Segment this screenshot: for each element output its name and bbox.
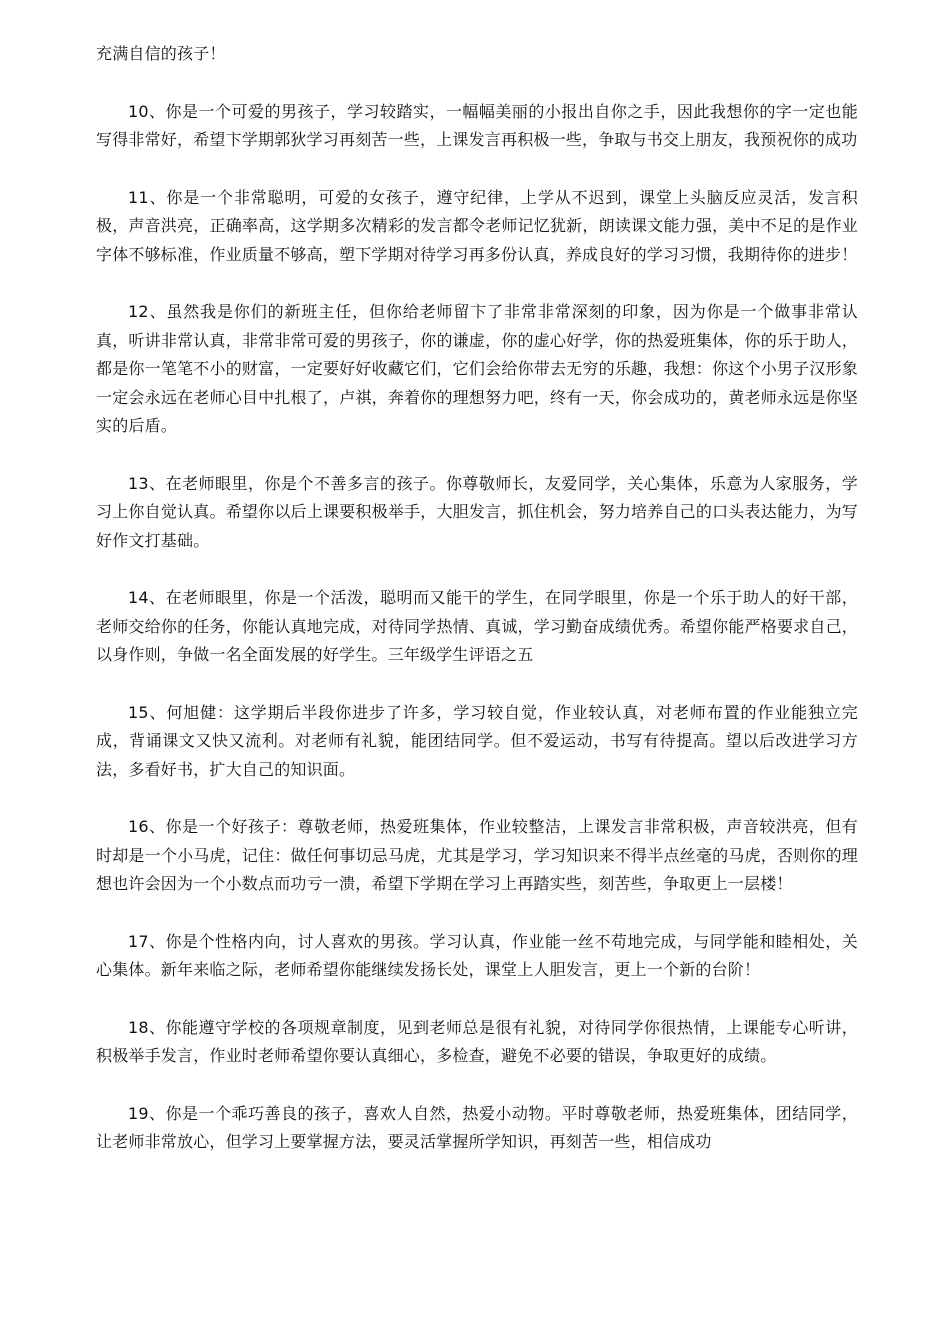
document-page <box>96 40 858 1157</box>
paragraph-comment-11: 11、你是一个非常聪明，可爱的女孩子，遵守纪律，上学从不迟到，课堂上头脑反应灵活，发言积极，声音洪亮，正确率高，这学期多次精彩的发言都令老师记忆犹新，朗读课文能力强，美中不足的是作业字体不够标准，作业质量不够高，塑下学期对待学习再多份认真，养成良好的学习习惯，我期待你的进步！ <box>96 187 858 264</box>
paragraph-comment-12: 12、虽然我是你们的新班主任，但你给老师留卞了非常非常深刻的印象，因为你是一个做事非常认真，听讲非常认真，非常非常可爱的男孩子，你的谦虚，你的虚心好学，你的热爱班集体，你的乐于助人，都是你一笔笔不小的财富，一定要好好收藏它们，它们会给你带去无穷的乐趣，我想：你这个小男子汉形象一定会永远在老师心目中扎根了，卢祺，奔着你的理想努力吧，终有一天，你会成功的，黄老师永远是你坚实的后盾。 <box>96 302 858 435</box>
paragraph-comment-19: 19、你是一个乖巧善良的孩子，喜欢人自然，热爱小动物。平时尊敬老师，热爱班集体，团结同学，让老师非常放心，但学习上要掌握方法，要灵活掌握所学知识，再刻苦一些，相信成功 <box>96 1103 858 1151</box>
paragraph-comment-16: 16、你是一个好孩子：尊敬老师，热爱班集体，作业较整洁，上课发言非常积极，声音较洪亮，但有时却是一个小马虎，记住：做任何事切忌马虎，尤其是学习，学习知识来不得半点丝毫的马虎，否则你的理想也许会因为一个小数点而功亏一溃，希望下学期在学习上再踏实些，刻苦些，争取更上一层楼！ <box>96 817 858 893</box>
paragraph-comment-15: 15、何旭健：这学期后半段你进步了许多，学习较自觉，作业较认真，对老师布置的作业能独立完成，背诵课文又快又流利。对老师有礼貌，能团结同学。但不爱运动，书写有待提高。望以后改进学习方法，多看好书，扩大自己的知识面。 <box>96 702 858 779</box>
paragraph-comment-18: 18、你能遵守学校的各项规章制度，见到老师总是很有礼貌，对待同学你很热情，上课能专心听讲，积极举手发言，作业时老师希望你要认真细心，多检查，避免不必要的错误，争取更好的成绩。 <box>96 1017 858 1065</box>
paragraph-comment-17: 17、你是个性格内向，讨人喜欢的男孩。学习认真，作业能一丝不苟地完成，与同学能和睦相处，关心集体。新年来临之际，老师希望你能继续发扬长处，课堂上人胆发言，更上一个新的台阶！ <box>96 931 858 979</box>
paragraph-comment-14: 14、在老师眼里，你是一个活泼，聪明而又能干的学生，在同学眼里，你是一个乐于助人的好干部，老师交给你的任务，你能认真地完成，对待同学热情、真诚，学习勤奋成绩优秀。希望你能严格要求自己，以身作则，争做一名全面发展的好学生。三年级学生评语之五 <box>96 588 858 664</box>
paragraph-continuation: 充满自信的孩子！ <box>96 44 226 63</box>
paragraph-comment-13: 13、在老师眼里，你是个不善多言的孩子。你尊敬师长，友爱同学，关心集体，乐意为人家服务，学习上你自觉认真。希望你以后上课要积极举手，大胆发言，抓住机会，努力培养自己的口头表达能力，为写好作文打基础。 <box>96 473 858 550</box>
paragraph-comment-10: 10、你是一个可爱的男孩子，学习较踏实，一幅幅美丽的小报出自你之手，因此我想你的字一定也能写得非常好，希望卞学期郭狄学习再刻苦一些，上课发言再积极一些，争取与书交上朋友，我预祝你的成功 <box>96 101 858 149</box>
